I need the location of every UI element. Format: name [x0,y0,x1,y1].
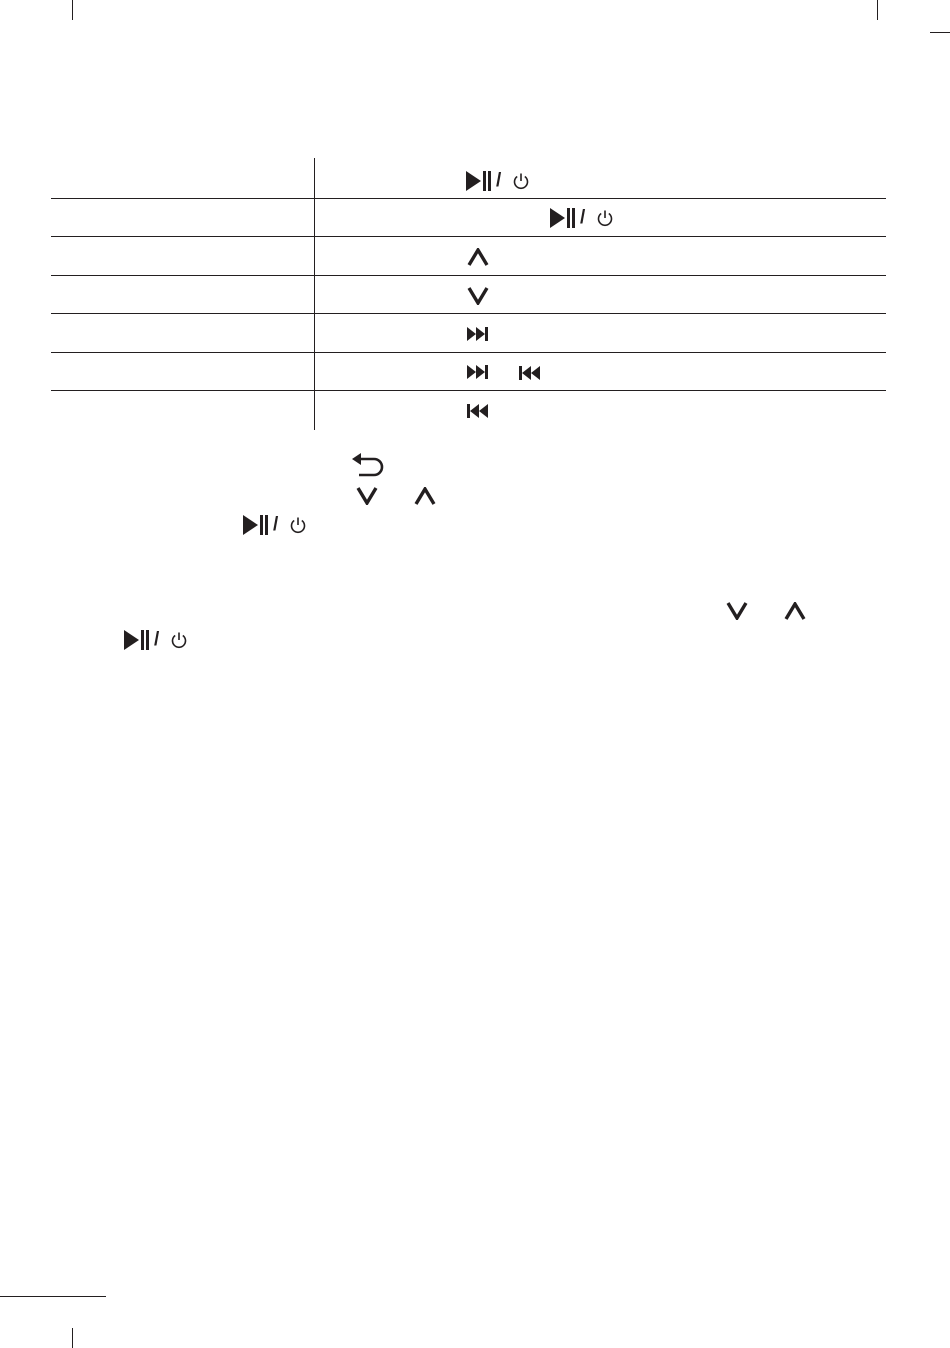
power-icon [170,631,188,649]
table-row-divider [51,236,886,237]
play-pause-icon [466,171,492,191]
chevron-up-icon [467,248,489,266]
skip-forward-icon [467,365,489,379]
power-icon [596,209,614,227]
separator-slash: / [496,170,502,191]
crop-mark-top-right [877,0,878,20]
power-icon [289,516,307,534]
table-row-divider [51,198,886,199]
table-row-divider [51,275,886,276]
crop-mark-top-left [72,0,73,20]
chevron-down-icon [356,487,378,505]
skip-back-icon [466,404,488,418]
chevron-up-icon [784,602,806,620]
chevron-up-icon [414,487,436,505]
power-icon [512,172,530,190]
crop-mark-right [930,32,950,33]
skip-forward-icon [467,327,489,341]
back-arrow-icon [352,453,384,477]
separator-slash: / [273,514,279,535]
play-pause-icon [243,515,269,535]
chevron-down-icon [467,287,489,305]
table-row-divider [51,352,886,353]
footer-rule [0,1296,106,1297]
table-row-divider [51,390,886,391]
chevron-down-icon [726,602,748,620]
play-pause-icon [550,208,576,228]
separator-slash: / [154,629,160,650]
skip-back-icon [518,366,540,380]
separator-slash: / [580,207,586,228]
play-pause-icon [124,630,150,650]
table-row-divider [51,313,886,314]
crop-mark-bottom-left [72,1328,73,1348]
